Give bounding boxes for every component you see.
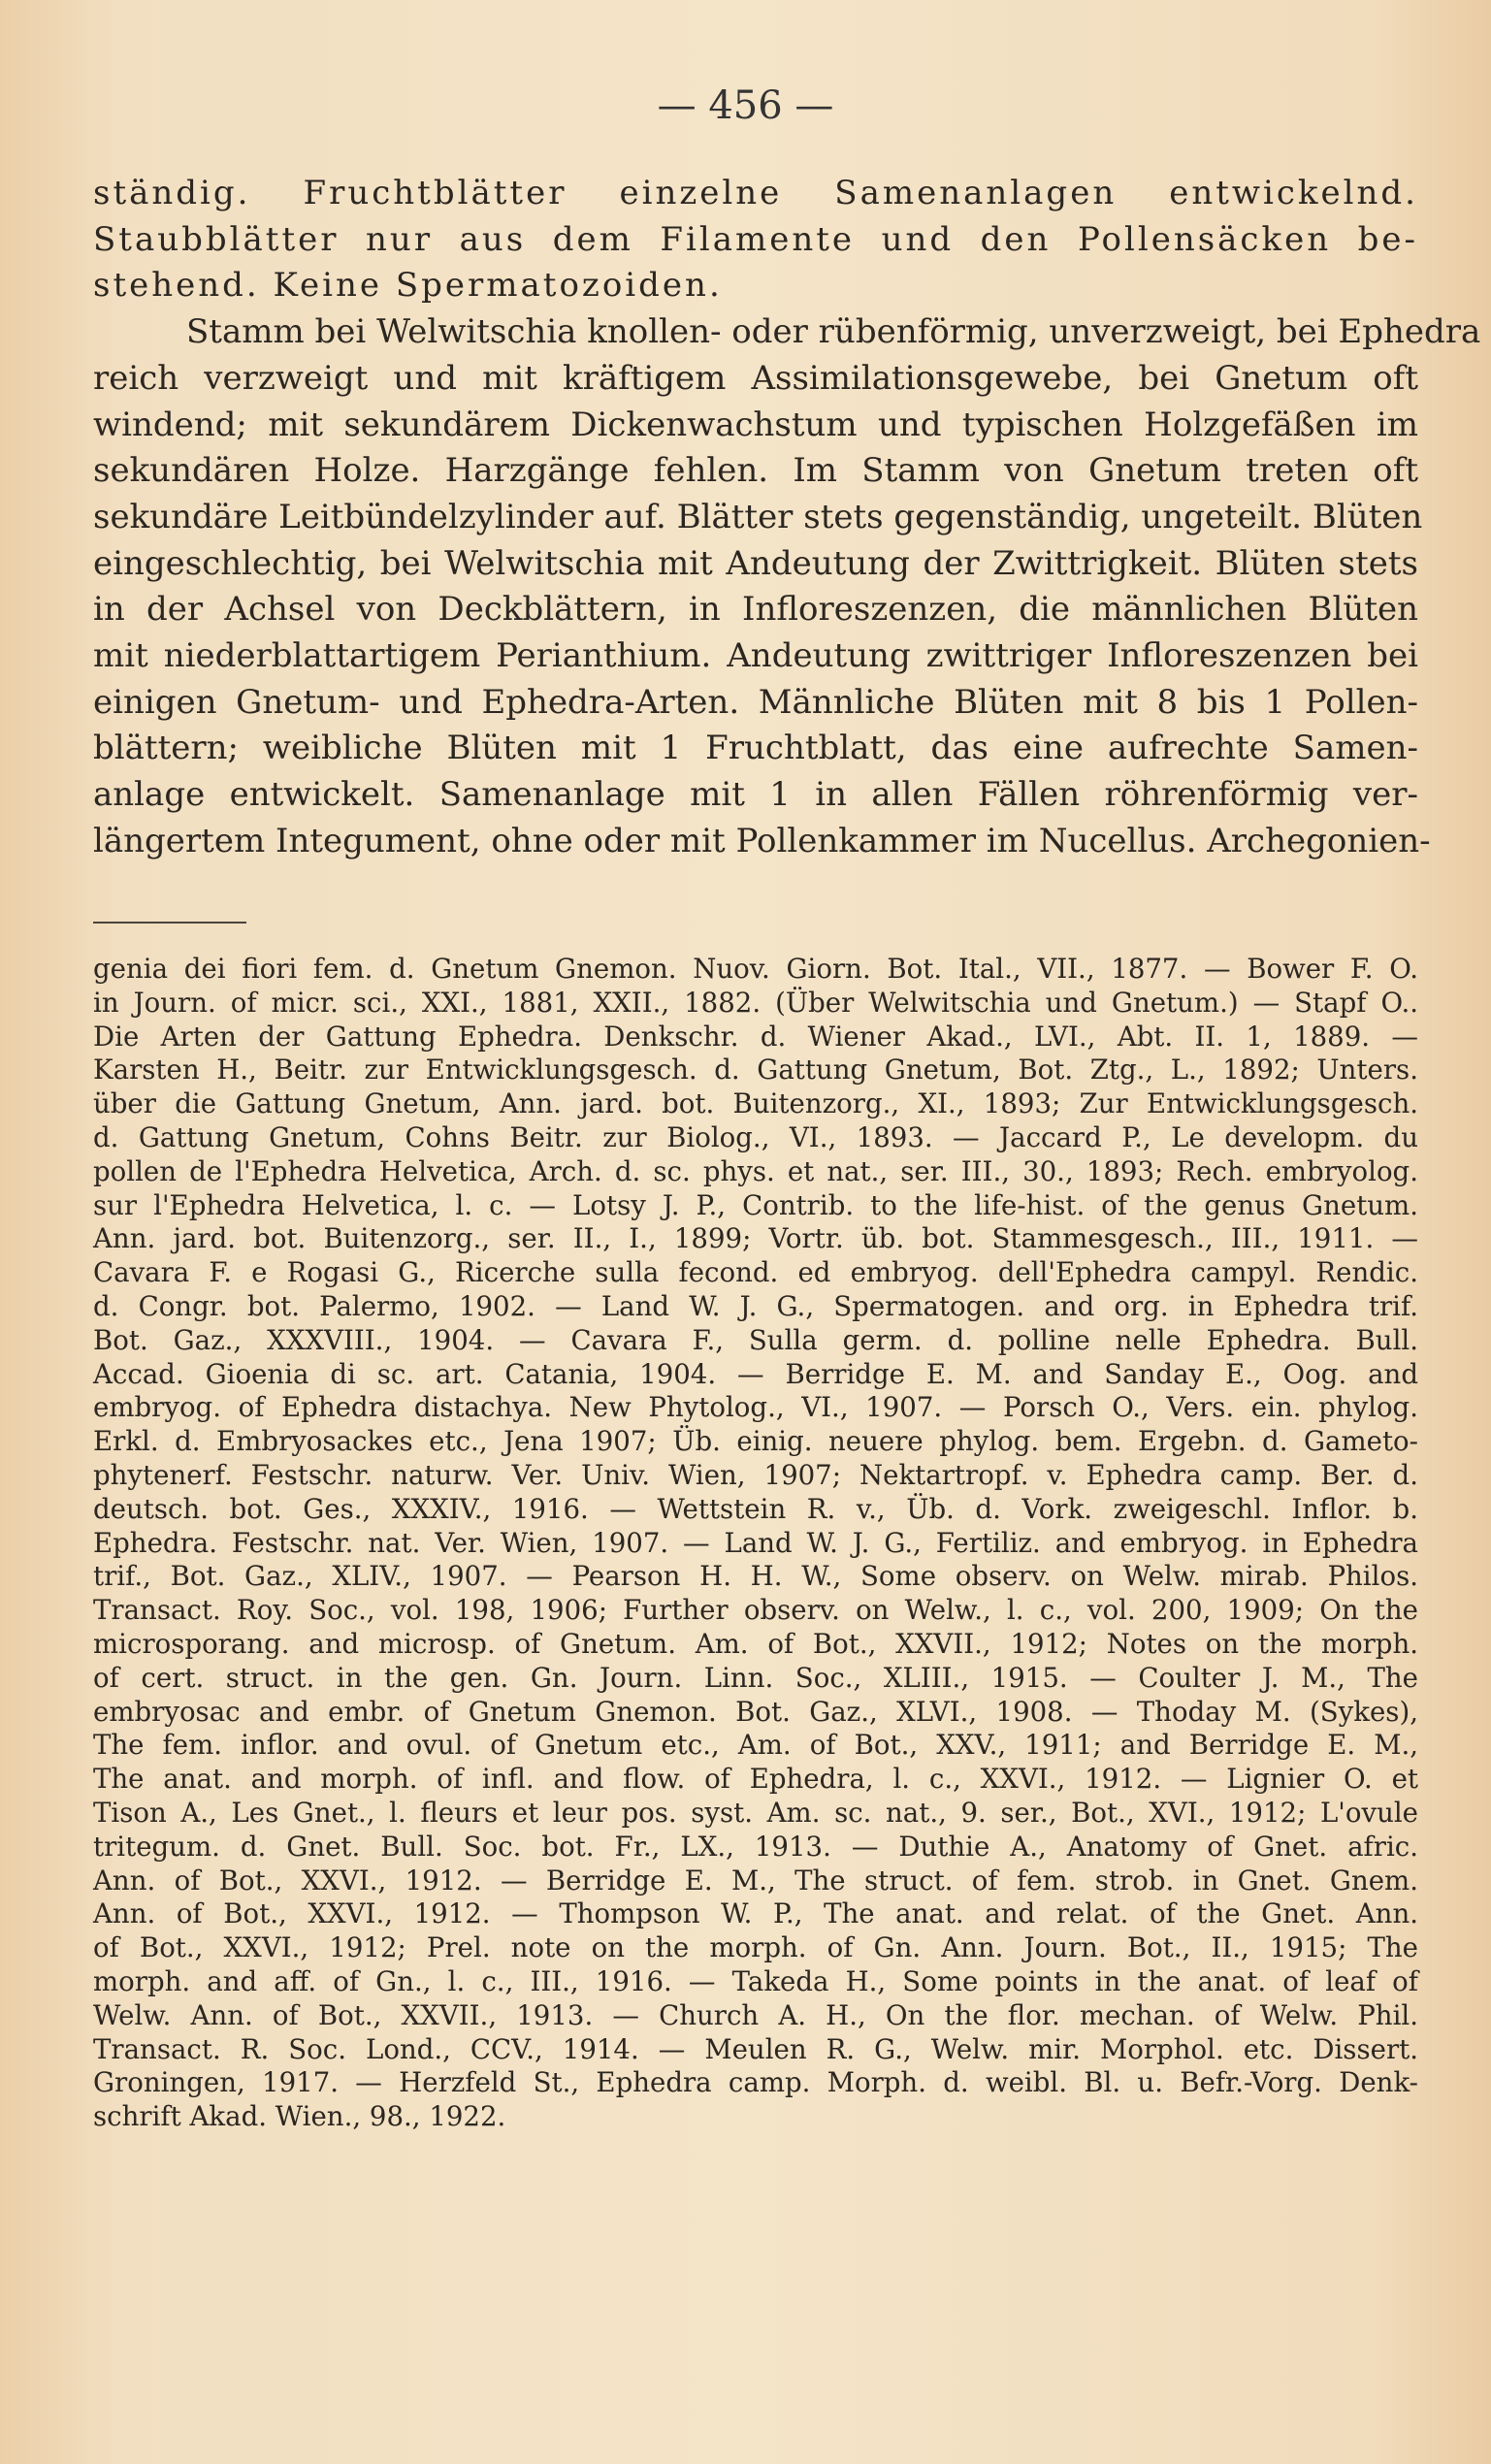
footnote-line: Die Arten der Gattung Ephedra. Denkschr. d. Wiener Akad., LVI., Abt. II. 1, 1889. — — [93, 1020, 1418, 1053]
footnote-line: genia dei fiori fem. d. Gnetum Gnemon. Nuov. Giorn. Bot. Ital., VII., 1877. — Bower F. O. — [93, 953, 1418, 985]
main-text-line: anlage entwickelt. Samenanlage mit 1 in allen Fällen röhrenförmig ver- — [93, 775, 1418, 815]
footnote-line: Groningen, 1917. — Herzfeld St., Ephedra camp. Morph. d. weibl. Bl. u. Befr.-Vorg. Denk- — [93, 2066, 1418, 2099]
footnote-line: Welw. Ann. of Bot., XXVII., 1913. — Church A. H., On the flor. mechan. of Welw. Phil. — [93, 1998, 1418, 2031]
main-text-line: reich verzweigt und mit kräftigem Assimilationsgewebe, bei Gnetum oft — [93, 358, 1418, 398]
footnote-block — [93, 953, 1418, 2134]
main-text-line: sekundären Holze. Harzgänge fehlen. Im Stamm von Gnetum treten oft — [93, 451, 1418, 491]
footnote-line: embryog. of Ephedra distachya. New Phytolog., VI., 1907. — Porsch O., Vers. ein. phylog. — [93, 1391, 1418, 1424]
footnote-line: Accad. Gioenia di sc. art. Catania, 1904. — Berridge E. M. and Sanday E., Oog. and — [93, 1357, 1418, 1390]
main-text-line: stehend. Keine Spermatozoiden. — [93, 266, 723, 306]
main-text-line: windend; mit sekundärem Dickenwachstum und typischen Holzgefäßen im — [93, 405, 1418, 444]
main-text-line: längertem Integument, ohne oder mit Pollenkammer im Nucellus. Archegonien- — [93, 821, 1431, 860]
footnote-line: Cavara F. e Rogasi G., Ricerche sulla fecond. ed embryog. dell'Ephedra campyl. Rendic. — [93, 1256, 1418, 1289]
footnote-line: phytenerf. Festschr. naturw. Ver. Univ. Wien, 1907; Nektartropf. v. Ephedra camp. Ber. d. — [93, 1458, 1418, 1491]
footnote-line: tritegum. d. Gnet. Bull. Soc. bot. Fr., LX., 1913. — Duthie A., Anatomy of Gnet. afric. — [93, 1830, 1418, 1863]
main-text-line: in der Achsel von Deckblättern, in Infloreszenzen, die männlichen Blüten — [93, 590, 1418, 630]
footnote-line: Ephedra. Festschr. nat. Ver. Wien, 1907. — Land W. J. G., Fertiliz. and embryog. in Ephedra — [93, 1526, 1418, 1559]
main-text-block — [93, 171, 1481, 865]
footnote-line: pollen de l'Ephedra Helvetica, Arch. d. sc. phys. et nat., ser. III., 30., 1893; Rech. embryolog. — [93, 1154, 1418, 1187]
footnote-line: of Bot., XXVI., 1912; Prel. note on the morph. of Gn. Ann. Journ. Bot., II., 1915; The — [93, 1931, 1418, 1964]
footnote-line: trif., Bot. Gaz., XLIV., 1907. — Pearson H. H. W., Some observ. on Welw. mirab. Philos. — [93, 1560, 1418, 1593]
page-number: — 456 — — [657, 83, 834, 128]
footnote-line: deutsch. bot. Ges., XXXIV., 1916. — Wettstein R. v., Üb. d. Vork. zweigeschl. Inflor. b. — [93, 1492, 1418, 1525]
footnote-divider — [93, 922, 246, 924]
footnote-line: d. Gattung Gnetum, Cohns Beitr. zur Biolog., VI., 1893. — Jaccard P., Le developm. du — [93, 1120, 1418, 1153]
footnote-line: The fem. inflor. and ovul. of Gnetum etc., Am. of Bot., XXV., 1911; and Berridge E. M., — [93, 1729, 1418, 1762]
footnote-line: Ann. jard. bot. Buitenzorg., ser. II., I., 1899; Vortr. üb. bot. Stammesgesch., III., 1911. — — [93, 1222, 1418, 1255]
main-text-line: ständig. Fruchtblätter einzelne Samenanlagen entwickelnd. — [93, 174, 1418, 212]
footnote-line: schrift Akad. Wien., 98., 1922. — [93, 2100, 506, 2133]
footnote-line: Bot. Gaz., XXXVIII., 1904. — Cavara F., Sulla germ. d. polline nelle Ephedra. Bull. — [93, 1323, 1418, 1356]
footnote-line: morph. and aff. of Gn., l. c., III., 1916. — Takeda H., Some points in the anat. of leaf of — [93, 1964, 1418, 1997]
footnote-line: sur l'Ephedra Helvetica, l. c. — Lotsy J. P., Contrib. to the life-hist. of the genus Gnetum. — [93, 1188, 1418, 1221]
footnote-line: über die Gattung Gnetum, Ann. jard. bot. Buitenzorg., XI., 1893; Zur Entwicklungsgesch. — [93, 1087, 1418, 1120]
footnote-line: Transact. Roy. Soc., vol. 198, 1906; Further observ. on Welw., l. c., vol. 200, 1909; On the — [93, 1594, 1418, 1627]
main-text-line: Staubblätter nur aus dem Filamente und den Pollensäcken be- — [93, 219, 1418, 259]
footnote-line: Ann. of Bot., XXVI., 1912. — Berridge E. M., The struct. of fem. strob. in Gnet. Gnem. — [93, 1864, 1418, 1897]
footnote-line: Erkl. d. Embryosackes etc., Jena 1907; Üb. einig. neuere phylog. bem. Ergebn. d. Gameto- — [93, 1425, 1418, 1458]
main-text-line: blättern; weibliche Blüten mit 1 Fruchtblatt, das eine aufrechte Samen- — [93, 729, 1418, 768]
main-text-line: mit niederblattartigem Perianthium. Andeutung zwittriger Infloreszenzen bei — [93, 636, 1418, 676]
footnote-line: microsporang. and microsp. of Gnetum. Am. of Bot., XXVII., 1912; Notes on the morph. — [93, 1627, 1418, 1660]
main-text-line: Stamm bei Welwitschia knollen- oder rübenförmig, unverzweigt, bei Ephedra — [186, 312, 1481, 352]
main-text-line: einigen Gnetum- und Ephedra-Arten. Männliche Blüten mit 8 bis 1 Pollen- — [93, 682, 1418, 722]
footnote-line: Karsten H., Beitr. zur Entwicklungsgesch. d. Gattung Gnetum, Bot. Ztg., L., 1892; Unters. — [93, 1054, 1418, 1086]
footnote-line: The anat. and morph. of infl. and flow. of Ephedra, l. c., XXVI., 1912. — Lignier O. et — [93, 1763, 1418, 1796]
footnote-line: in Journ. of micr. sci., XXI., 1881, XXII., 1882. (Über Welwitschia und Gnetum.) — Stapf O.. — [93, 986, 1418, 1019]
footnote-line: Transact. R. Soc. Lond., CCV., 1914. — Meulen R. G., Welw. mir. Morphol. etc. Dissert. — [93, 2032, 1418, 2065]
footnote-line: d. Congr. bot. Palermo, 1902. — Land W. J. G., Spermatogen. and org. in Ephedra trif. — [93, 1289, 1418, 1322]
footnote-line: Tison A., Les Gnet., l. fleurs et leur pos. syst. Am. sc. nat., 9. ser., Bot., XVI., 1912; L'ovule — [93, 1796, 1418, 1829]
main-text-line: eingeschlechtig, bei Welwitschia mit Andeutung der Zwittrigkeit. Blüten stets — [93, 543, 1418, 583]
footnote-line: embryosac and embr. of Gnetum Gnemon. Bot. Gaz., XLVI., 1908. — Thoday M. (Sykes), — [93, 1695, 1418, 1728]
footnote-line: of cert. struct. in the gen. Gn. Journ. Linn. Soc., XLIII., 1915. — Coulter J. M., The — [93, 1661, 1418, 1694]
main-text-line: sekundäre Leitbündelzylinder auf. Blätter stets gegenständig, ungeteilt. Blüten — [93, 497, 1423, 536]
footnote-line: Ann. of Bot., XXVI., 1912. — Thompson W. P., The anat. and relat. of the Gnet. Ann. — [93, 1897, 1418, 1930]
